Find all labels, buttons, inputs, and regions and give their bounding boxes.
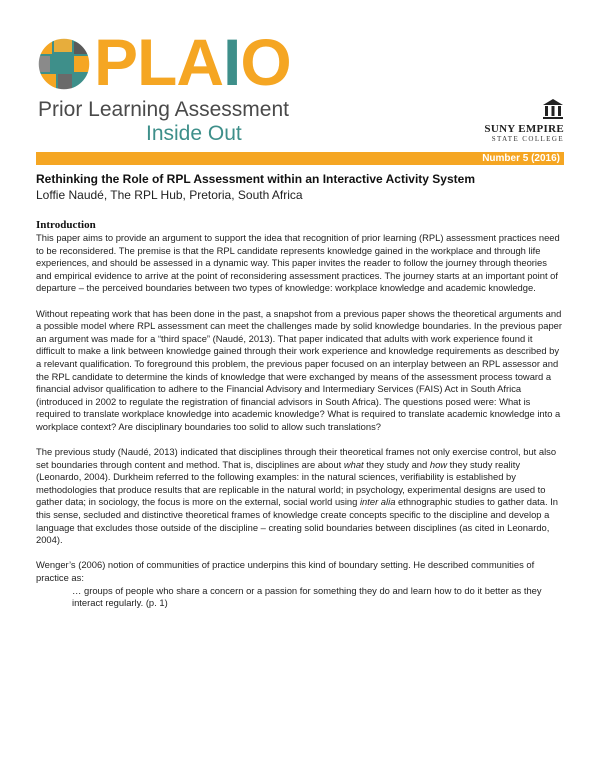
logo-letter-o: O	[240, 25, 291, 99]
issue-number: Number 5 (2016)	[482, 153, 560, 164]
institution-subtitle: STATE COLLEGE	[491, 135, 564, 143]
paragraph-3-em-inter-alia: inter alia	[359, 496, 396, 508]
paragraph-3-part-2: they study and	[363, 458, 430, 470]
building-icon	[542, 98, 564, 120]
institution-name: SUNY EMPIRE	[484, 123, 564, 135]
paragraph-3-part-3: they study reality (Leonardo, 2004). Durkheim referred to the following examples: in the natural sciences, verifiability is established by methodologies that produce results that are replicable in the natural world; in psychology, experimental designs are used to gather data; in sociology, the focus is more on the external, social world using	[36, 458, 546, 508]
paragraph-3-part-1: The previous study (Naudé, 2013) indicated that disciplines through their theoretical frames not only exercise control, but also set boundaries through content and method. That is, disciplines are about	[36, 446, 557, 470]
paragraph-2: Without repeating work that has been done in the past, a snapshot from a previous paper shows the theoretical arguments and a possible model where RPL assessment can meet the challenges made by solid knowledge boundaries. In the previous paper an argument was made for a “third space” (Naudé, 2013). That paper indicated that adults with work experience found it difficult to make a link between knowledge gained through their work experience and knowledge requirements as described by a relevant qualification. To foreground this problem, the previous paper focused on an interplay between an RPL assessor and the RPL candidate to determine the kinds of knowledge that were exchanged by means of the assessment process toward a financial advisor qualification to adhere to the Financial Advisory and Intermediary Services (FAIS) Act in South Africa (introduced in 2002 to regulate the registration of financial advisors in South Africa). The questions posed were: What is required to translate workplace knowledge into academic knowledge? What is required to translate academic knowledge into a workplace context? Are disciplinary boundaries too solid to allow such translations?	[36, 307, 563, 432]
suny-logo	[444, 98, 564, 144]
paragraph-1: This paper aims to provide an argument to support the idea that recognition of prior learning (RPL) assessment practices need to be reconsidered. The premise is that the RPL candidate represents knowledge gained in the workplace and through life experiences, and should be assessed in a dynamic way. This paper invites the reader to follow the journey through theories and empirical evidence to arrive at the point of reconsidering assessment practices. The journey starts at an important point of departure – the perceived boundaries between two types of knowledge: workplace knowledge and academic knowledge.	[36, 232, 560, 294]
logo-wordmark	[94, 26, 291, 98]
tagline-line-2: Inside Out	[146, 122, 242, 145]
tagline-line-1: Prior Learning Assessment	[38, 98, 289, 121]
article-authors: Loffie Naudé, The RPL Hub, Pretoria, South Africa	[36, 188, 303, 202]
block-quote: … groups of people who share a concern or a passion for something they do and learn how to do it better as they interact regularly. (p. 1)	[72, 584, 542, 609]
article-title: Rethinking the Role of RPL Assessment within an Interactive Activity System	[36, 172, 475, 186]
paragraph-3-part-4: ethnographic studies to gather data. In this sense, secluded and distinctive theoretical frames of knowledge create concepts specific to the discipline and develop a language that excludes those outside of the discipline – creating solid boundaries between disciplines (as cited in Leonardo, 2004).	[36, 496, 559, 546]
article-body	[36, 219, 564, 610]
logo-letter-i: I	[223, 25, 241, 99]
issue-bar	[36, 152, 564, 165]
paragraph-4: Wenger’s (2006) notion of communities of practice underpins this kind of boundary setting. He described communities of practice as:	[36, 559, 535, 584]
globe-icon	[36, 36, 92, 92]
logo-letter-p: P	[94, 25, 138, 99]
paragraph-3-em-what: what	[343, 458, 364, 470]
paragraph-3-em-how: how	[429, 458, 448, 470]
logo-letters-la: LA	[137, 25, 224, 99]
paragraph-3	[36, 446, 564, 547]
section-heading: Introduction	[36, 219, 96, 231]
plaio-logo	[36, 25, 296, 145]
